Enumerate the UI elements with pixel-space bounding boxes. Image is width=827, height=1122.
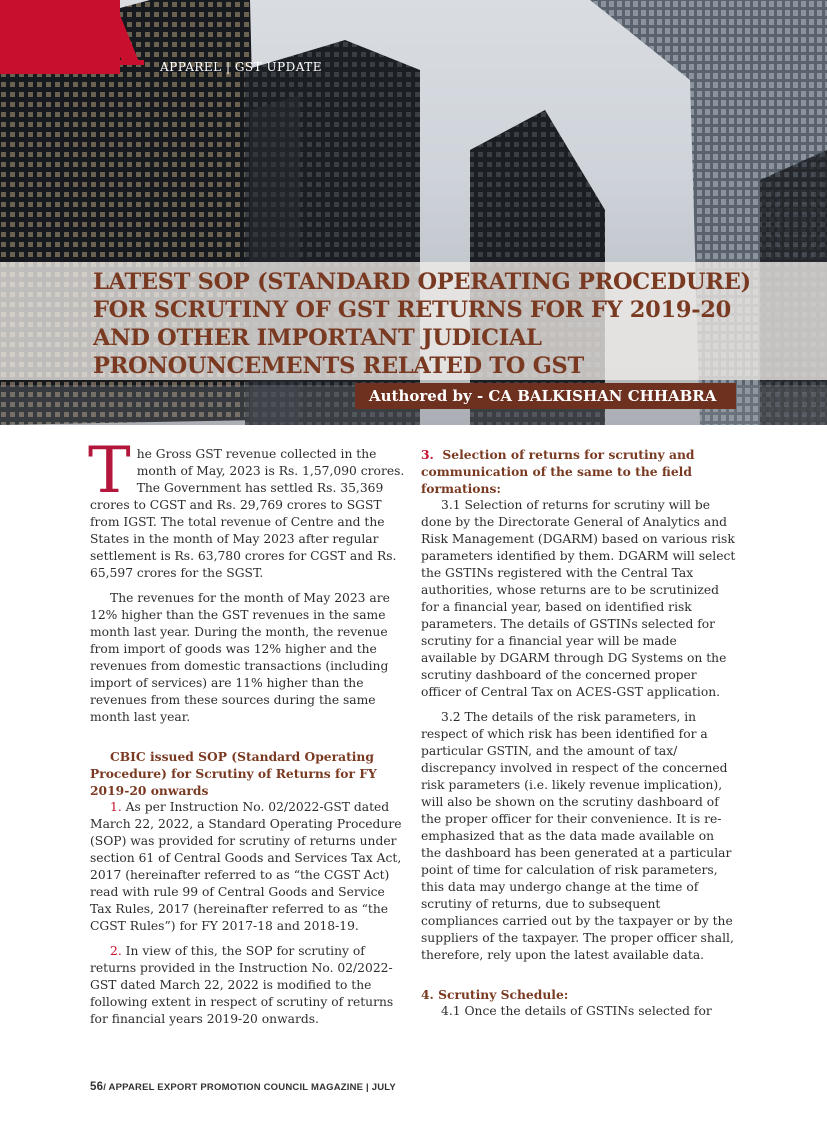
heading-3-number: 3. [421, 447, 434, 462]
drop-cap: T [88, 434, 131, 508]
page-number: 56 [90, 1081, 104, 1093]
page-footer [90, 1081, 396, 1093]
heading-3-text: Selection of returns for scrutiny and communication of the same to the field formations: [421, 447, 695, 496]
article-title: LATEST SOP (STANDARD OPERATING PROCEDURE) FOR SCRUTINY OF GST RETURNS FOR FY 2019-20 AND OTHER IMPORTANT JUDICIAL PRONOUNCEMENTS RELATED TO GST [93, 269, 751, 379]
revenue-paragraph: The revenues for the month of May 2023 are 12% higher than the GST revenues in the same month last year. During the month, the revenue from import of goods was 12% higher and the revenues from domestic transactions (including import of services) are 11% higher than the revenues from these sources during the same month last year. [90, 591, 390, 724]
sop-heading: CBIC issued SOP (Standard Operating Procedure) for Scrutiny of Returns for FY 2019-20 onwards [90, 749, 377, 798]
item-2-text: In view of this, the SOP for scrutiny of returns provided in the Instruction No. 02/2022-GST dated March 22, 2022 is modified to the following extent in respect of scrutiny of returns for financial years 2019-20 onwards. [90, 944, 394, 1026]
paragraph-3-2: 3.2 The details of the risk parameters, in respect of which risk has been identified for a particular GSTIN, and the amount of tax/ discrepancy involved in respect of the concerned risk parameters (i.e. likely revenue implication), will also be shown on the scrutiny dashboard of the proper officer for their convenience. It is re-emphasized that as the data made available on the dashboard has been generated at a particular point of time for calculation of risk parameters, this data may undergo change at the time of scrutiny of returns, due to subsequent compliances carried out by the taxpayer or by the suppliers of the taxpayer. The proper officer shall, therefore, rely upon the latest available data. [421, 710, 734, 962]
item-1-text: As per Instruction No. 02/2022-GST dated March 22, 2022, a Standard Operating Procedure (SOP) was provided for scrutiny of returns under section 61 of Central Goods and Services Tax Act, 2017 (hereinafter referred to as “the CGST Act) read with rule 99 of Central Goods and Service Tax Rules, 2017 (hereinafter referred to as “the CGST Rules”) for FY 2017-18 and 2018-19. [90, 800, 402, 933]
author-byline: Authored by - CA BALKISHAN CHHABRA [355, 383, 736, 409]
sop-item-2 [90, 943, 405, 1028]
paragraph-3-1: 3.1 Selection of returns for scrutiny will be done by the Directorate General of Analytics and Risk Management (DGARM) based on various risk parameters identified by them. DGARM will select the GSTINs registered with the Central Tax authorities, whose returns are to be scrutinized for a financial year, based on identified risk parameters. The details of GSTINs selected for scrutiny for a financial year will be made available by DGARM through DG Systems on the scrutiny dashboard of the concerned proper officer of Central Tax on ACES-GST application. [421, 498, 736, 699]
intro-paragraph [88, 434, 405, 582]
paragraph-4-1: 4.1 Once the details of GSTINs selected for [441, 1004, 712, 1018]
item-2-number: 2. [110, 944, 122, 958]
intro-text: he Gross GST revenue collected in the month of May, 2023 is Rs. 1,57,090 crores. The Government has settled Rs. 35,369 crores to CGST and Rs. 29,769 crores to SGST from IGST. The total revenue of Centre and the States in the month of May 2023 after regular settlement is Rs. 63,780 crores for CGST and Rs. 65,597 crores for the SGST. [90, 447, 405, 580]
left-column [88, 434, 405, 1028]
brand-logo-letter: A [78, 0, 144, 85]
header-banner [0, 0, 827, 425]
section-tag: APPAREL | GST UPDATE [160, 60, 323, 74]
selection-heading [421, 446, 736, 497]
schedule-heading: 4. Scrutiny Schedule: [421, 987, 569, 1002]
right-column [421, 446, 736, 1020]
sop-item-1 [90, 799, 405, 935]
footer-text: / APPAREL EXPORT PROMOTION COUNCIL MAGAZINE | JULY [103, 1082, 396, 1093]
item-1-number: 1. [110, 800, 122, 814]
